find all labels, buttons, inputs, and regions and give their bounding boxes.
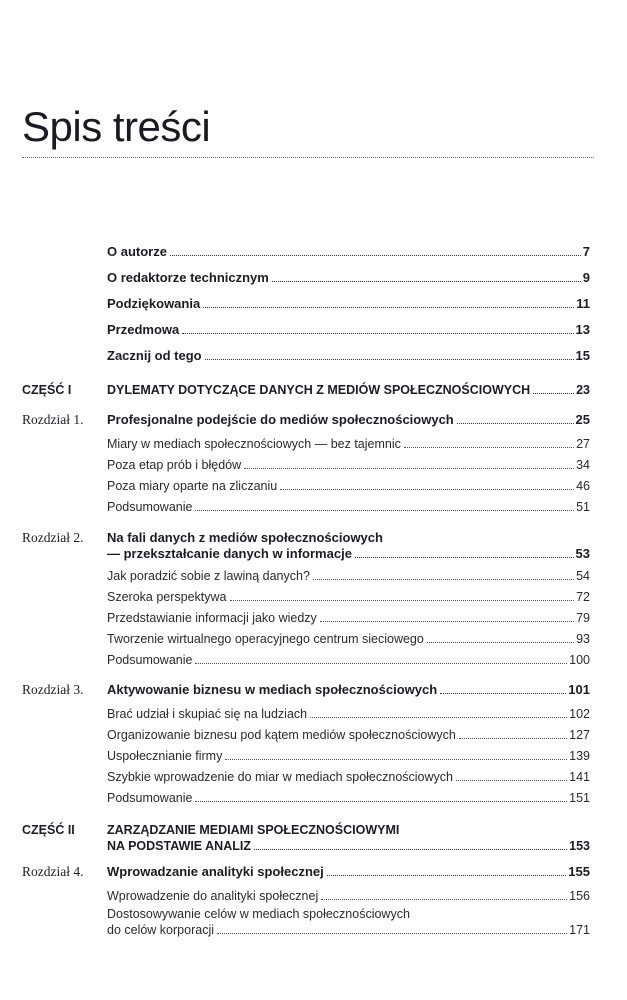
toc-entry[interactable]	[22, 322, 590, 338]
toc-part-entry[interactable]	[22, 382, 590, 398]
dot-leader	[203, 307, 574, 308]
toc-entry-line	[107, 478, 590, 494]
toc-entry-line	[107, 412, 590, 428]
dot-leader	[427, 642, 574, 643]
toc-entry[interactable]	[22, 589, 590, 605]
dot-leader	[355, 557, 574, 558]
toc-entry-line	[107, 457, 590, 473]
toc-entry-line	[107, 382, 590, 398]
toc-entry[interactable]	[22, 906, 590, 938]
dot-leader	[320, 621, 574, 622]
dot-leader	[195, 510, 574, 511]
page-number: 72	[576, 590, 590, 604]
page-number: 171	[569, 923, 590, 937]
toc-entry-line	[107, 769, 590, 785]
toc-entry-title: Brać udział i skupiać się na ludziach	[107, 707, 308, 721]
toc-entry-line	[107, 864, 590, 880]
toc-entry-line	[107, 499, 590, 515]
toc-entry-title: Szeroka perspektywa	[107, 590, 227, 604]
dot-leader	[440, 693, 566, 694]
toc-entry[interactable]	[22, 499, 590, 515]
toc-entry-line	[107, 652, 590, 668]
dot-leader	[170, 255, 581, 256]
page-number: 127	[569, 728, 590, 742]
toc-chapter-entry[interactable]	[22, 864, 590, 880]
toc-entry-title: Miary w mediach społecznościowych — bez tajemnic	[107, 437, 401, 451]
toc-entry-line	[107, 296, 590, 312]
page-number: 51	[576, 500, 590, 514]
page-number: 53	[575, 546, 590, 561]
dot-leader	[195, 663, 567, 664]
page-number: 155	[568, 864, 590, 879]
toc-entry-label: CZĘŚĆ I	[22, 383, 72, 397]
page-number: 151	[569, 791, 590, 805]
dot-leader	[533, 393, 574, 394]
toc-chapter-entry[interactable]	[22, 530, 590, 562]
toc-entry-title: Zacznij od tego	[107, 348, 202, 363]
page-number: 54	[576, 569, 590, 583]
toc-entry-label: Rozdział 4.	[22, 864, 84, 879]
toc-entry-title: Podsumowanie	[107, 791, 193, 805]
page-number: 79	[576, 611, 590, 625]
toc-entry-line	[107, 631, 590, 647]
toc-entry-label: Rozdział 2.	[22, 530, 84, 545]
toc-entry-title: Wprowadzenie do analityki społecznej	[107, 889, 319, 903]
toc-entry-label: CZĘŚĆ II	[22, 823, 75, 837]
toc-part-entry[interactable]	[22, 822, 590, 854]
toc-entry-title: O autorze	[107, 244, 167, 259]
toc-entry-title: Wprowadzanie analityki społecznej	[107, 864, 324, 879]
page-number: 15	[575, 348, 590, 363]
page-number: 13	[575, 322, 590, 337]
toc-entry-line	[107, 727, 590, 743]
toc-entry-title: Profesjonalne podejście do mediów społecznościowych	[107, 412, 454, 427]
dot-leader	[327, 875, 567, 876]
toc-entry-title: Aktywowanie biznesu w mediach społecznościowych	[107, 682, 438, 697]
dot-leader	[205, 359, 574, 360]
toc-entry[interactable]	[22, 790, 590, 806]
toc-entry-line	[107, 568, 590, 584]
toc-entry[interactable]	[22, 436, 590, 452]
toc-entry-line	[107, 322, 590, 338]
toc-entry[interactable]	[22, 348, 590, 364]
page-number: 23	[576, 383, 590, 397]
toc-entry[interactable]	[22, 631, 590, 647]
toc-entry-line	[107, 348, 590, 364]
toc-entry-line	[107, 682, 590, 698]
toc-entry[interactable]	[22, 457, 590, 473]
toc-entry-line	[107, 270, 590, 286]
toc-entry-title-line1: Dostosowywanie celów w mediach społecznościowych	[107, 907, 410, 921]
page-number: 156	[569, 889, 590, 903]
toc-entry-title: Szybkie wprowadzenie do miar w mediach społecznościowych	[107, 770, 453, 784]
toc-entry[interactable]	[22, 727, 590, 743]
toc-entry-title: DYLEMATY DOTYCZĄCE DANYCH Z MEDIÓW SPOŁECZNOŚCIOWYCH	[107, 383, 531, 397]
toc-entry-title: Jak poradzić sobie z lawiną danych?	[107, 569, 310, 583]
toc-entry-line	[107, 922, 590, 938]
toc-entry-line	[107, 244, 590, 260]
toc-chapter-entry[interactable]	[22, 682, 590, 698]
toc-entry-title: Podsumowanie	[107, 500, 193, 514]
toc-entry-title: Organizowanie biznesu pod kątem mediów społecznościowych	[107, 728, 456, 742]
toc-entry[interactable]	[22, 769, 590, 785]
toc-entry-line	[107, 706, 590, 722]
toc-entry[interactable]	[22, 568, 590, 584]
page-title: Spis treści	[22, 103, 211, 150]
toc-entry[interactable]	[22, 244, 590, 260]
page-number: 46	[576, 479, 590, 493]
toc-entry-title: Przedmowa	[107, 322, 180, 337]
page-number: 153	[569, 839, 590, 853]
toc-entry[interactable]	[22, 706, 590, 722]
toc-entry-title: Podsumowanie	[107, 653, 193, 667]
toc-entry-line	[107, 589, 590, 605]
dot-leader	[310, 717, 567, 718]
toc-entry-title: Uspołecznianie firmy	[107, 749, 223, 763]
toc-entry-title-line1: ZARZĄDZANIE MEDIAMI SPOŁECZNOŚCIOWYMI	[107, 823, 400, 837]
toc-entry-title: Podziękowania	[107, 296, 201, 311]
toc-entry-line	[107, 436, 590, 452]
dot-leader	[217, 933, 567, 934]
dot-leader	[244, 468, 574, 469]
page-number: 25	[575, 412, 590, 427]
page-number: 34	[576, 458, 590, 472]
toc-entry[interactable]	[22, 748, 590, 764]
dot-leader	[230, 600, 575, 601]
dot-leader	[182, 333, 573, 334]
toc-entry-title: O redaktorze technicznym	[107, 270, 269, 285]
toc-chapter-entry[interactable]	[22, 412, 590, 428]
dot-leader	[272, 281, 581, 282]
dot-leader	[456, 780, 567, 781]
page-number: 7	[582, 244, 590, 259]
page-number: 141	[569, 770, 590, 784]
toc-entry[interactable]	[22, 610, 590, 626]
dot-leader	[280, 489, 574, 490]
toc-entry-line	[107, 610, 590, 626]
title-divider	[22, 157, 594, 158]
toc-entry-line	[107, 790, 590, 806]
dot-leader	[404, 447, 574, 448]
toc-entry-title: do celów korporacji	[107, 923, 214, 937]
dot-leader	[459, 738, 567, 739]
dot-leader	[254, 849, 567, 850]
toc-entry-line	[107, 888, 590, 904]
dot-leader	[195, 801, 567, 802]
toc-entry[interactable]	[22, 296, 590, 312]
page-number: 93	[576, 632, 590, 646]
toc-entry-line	[107, 546, 590, 562]
toc-entry-title: Poza miary oparte na zliczaniu	[107, 479, 278, 493]
dot-leader	[457, 423, 574, 424]
page-number: 100	[569, 653, 590, 667]
toc-entry-label: Rozdział 3.	[22, 682, 84, 697]
page-number: 9	[582, 270, 590, 285]
toc-entry[interactable]	[22, 478, 590, 494]
page-number: 139	[569, 749, 590, 763]
toc-entry-title: Tworzenie wirtualnego operacyjnego centrum sieciowego	[107, 632, 424, 646]
dot-leader	[225, 759, 567, 760]
toc-entry[interactable]	[22, 652, 590, 668]
toc-entry-title: NA PODSTAWIE ANALIZ	[107, 839, 251, 853]
toc-entry-title: Przedstawianie informacji jako wiedzy	[107, 611, 317, 625]
page-number: 11	[576, 296, 590, 311]
page-number: 27	[576, 437, 590, 451]
toc-entry-label: Rozdział 1.	[22, 412, 84, 427]
toc-entry-title-line1: Na fali danych z mediów społecznościowych	[107, 530, 383, 545]
dot-leader	[313, 579, 574, 580]
toc-entry-title: Poza etap prób i błędów	[107, 458, 242, 472]
toc-entry-line	[107, 748, 590, 764]
page-number: 102	[569, 707, 590, 721]
toc-entry[interactable]	[22, 270, 590, 286]
page-number: 101	[568, 682, 590, 697]
toc-entry-line	[107, 838, 590, 854]
toc-entry[interactable]	[22, 888, 590, 904]
dot-leader	[321, 899, 567, 900]
toc-entry-title: — przekształcanie danych w informacje	[107, 546, 352, 561]
